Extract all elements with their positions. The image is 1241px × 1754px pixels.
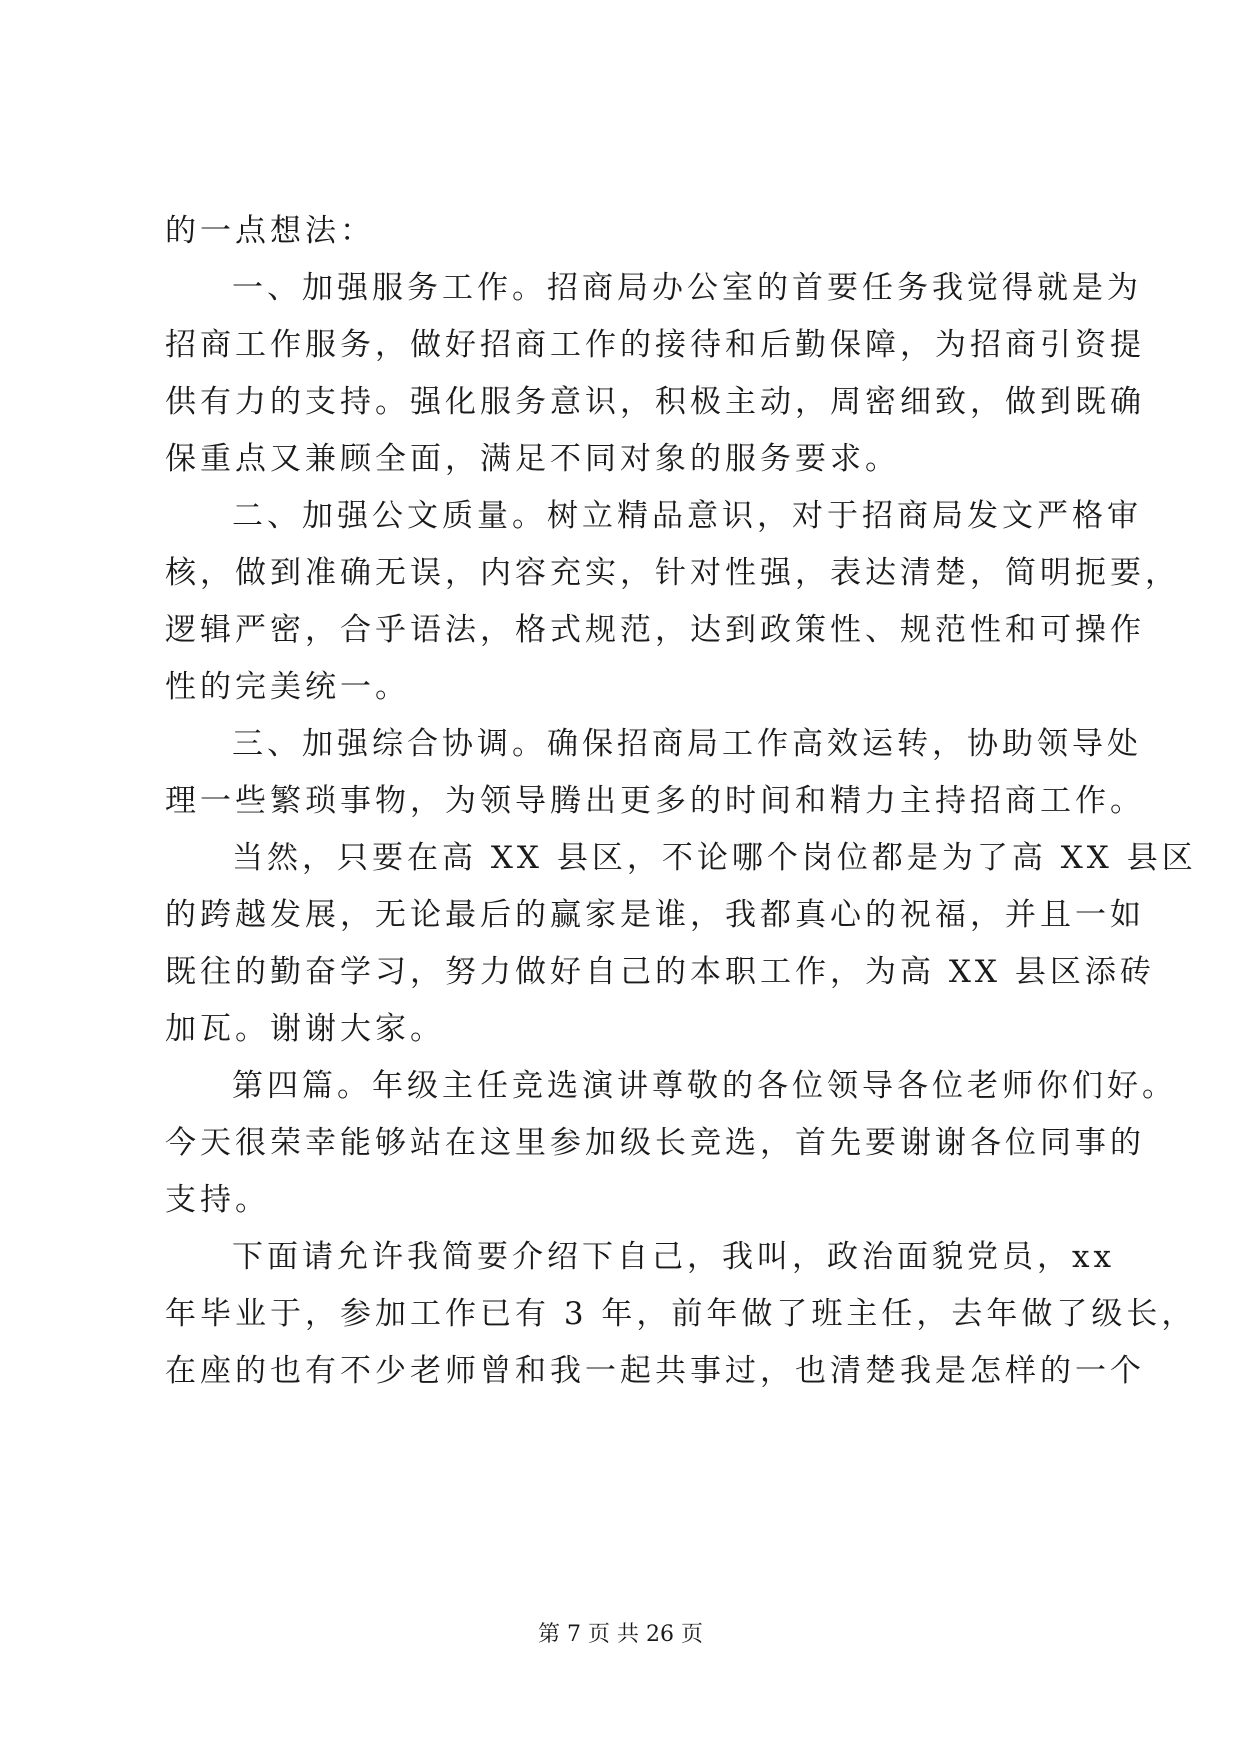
text-line: 一、加强服务工作。招商局办公室的首要任务我觉得就是为 [232,270,1142,306]
text-line: 三、加强综合协调。确保招商局工作高效运转，协助领导处 [232,726,1142,762]
text-line: 性的完美统一。 [165,669,410,705]
text-line: 招商工作服务，做好招商工作的接待和后勤保障，为招商引资提 [165,327,1145,363]
text-line: 理一些繁琐事物，为领导腾出更多的时间和精力主持招商工作。 [165,783,1145,819]
text-line: 二、加强公文质量。树立精品意识，对于招商局发文严格审 [232,498,1142,534]
text-line: 逻辑严密，合乎语法，格式规范，达到政策性、规范性和可操作 [165,612,1145,648]
text-line: 的一点想法： [165,213,375,249]
text-line: 在座的也有不少老师曾和我一起共事过，也清楚我是怎样的一个 [165,1353,1145,1389]
text-line: 年毕业于，参加工作已有 3 年，前年做了班主任，去年做了级长， [165,1296,1197,1332]
text-line: 下面请允许我简要介绍下自己，我叫，政治面貌党员，xx [232,1239,1115,1275]
page-number-footer: 第 7 页 共 26 页 [538,1622,703,1647]
text-line: 保重点又兼顾全面，满足不同对象的服务要求。 [165,441,900,477]
text-line: 既往的勤奋学习，努力做好自己的本职工作，为高 XX 县区添砖 [165,954,1155,990]
text-line: 供有力的支持。强化服务意识，积极主动，周密细致，做到既确 [165,384,1145,420]
text-line: 当然，只要在高 XX 县区，不论哪个岗位都是为了高 XX 县区 [232,840,1197,876]
text-line: 核，做到准确无误，内容充实，针对性强，表达清楚，简明扼要， [165,555,1180,591]
text-line: 第四篇。年级主任竞选演讲尊敬的各位领导各位老师你们好。 [232,1068,1177,1104]
text-line: 加瓦。谢谢大家。 [165,1011,445,1047]
text-line: 今天很荣幸能够站在这里参加级长竞选，首先要谢谢各位同事的 [165,1125,1145,1161]
text-line: 支持。 [165,1182,270,1218]
text-line: 的跨越发展，无论最后的赢家是谁，我都真心的祝福，并且一如 [165,897,1145,933]
